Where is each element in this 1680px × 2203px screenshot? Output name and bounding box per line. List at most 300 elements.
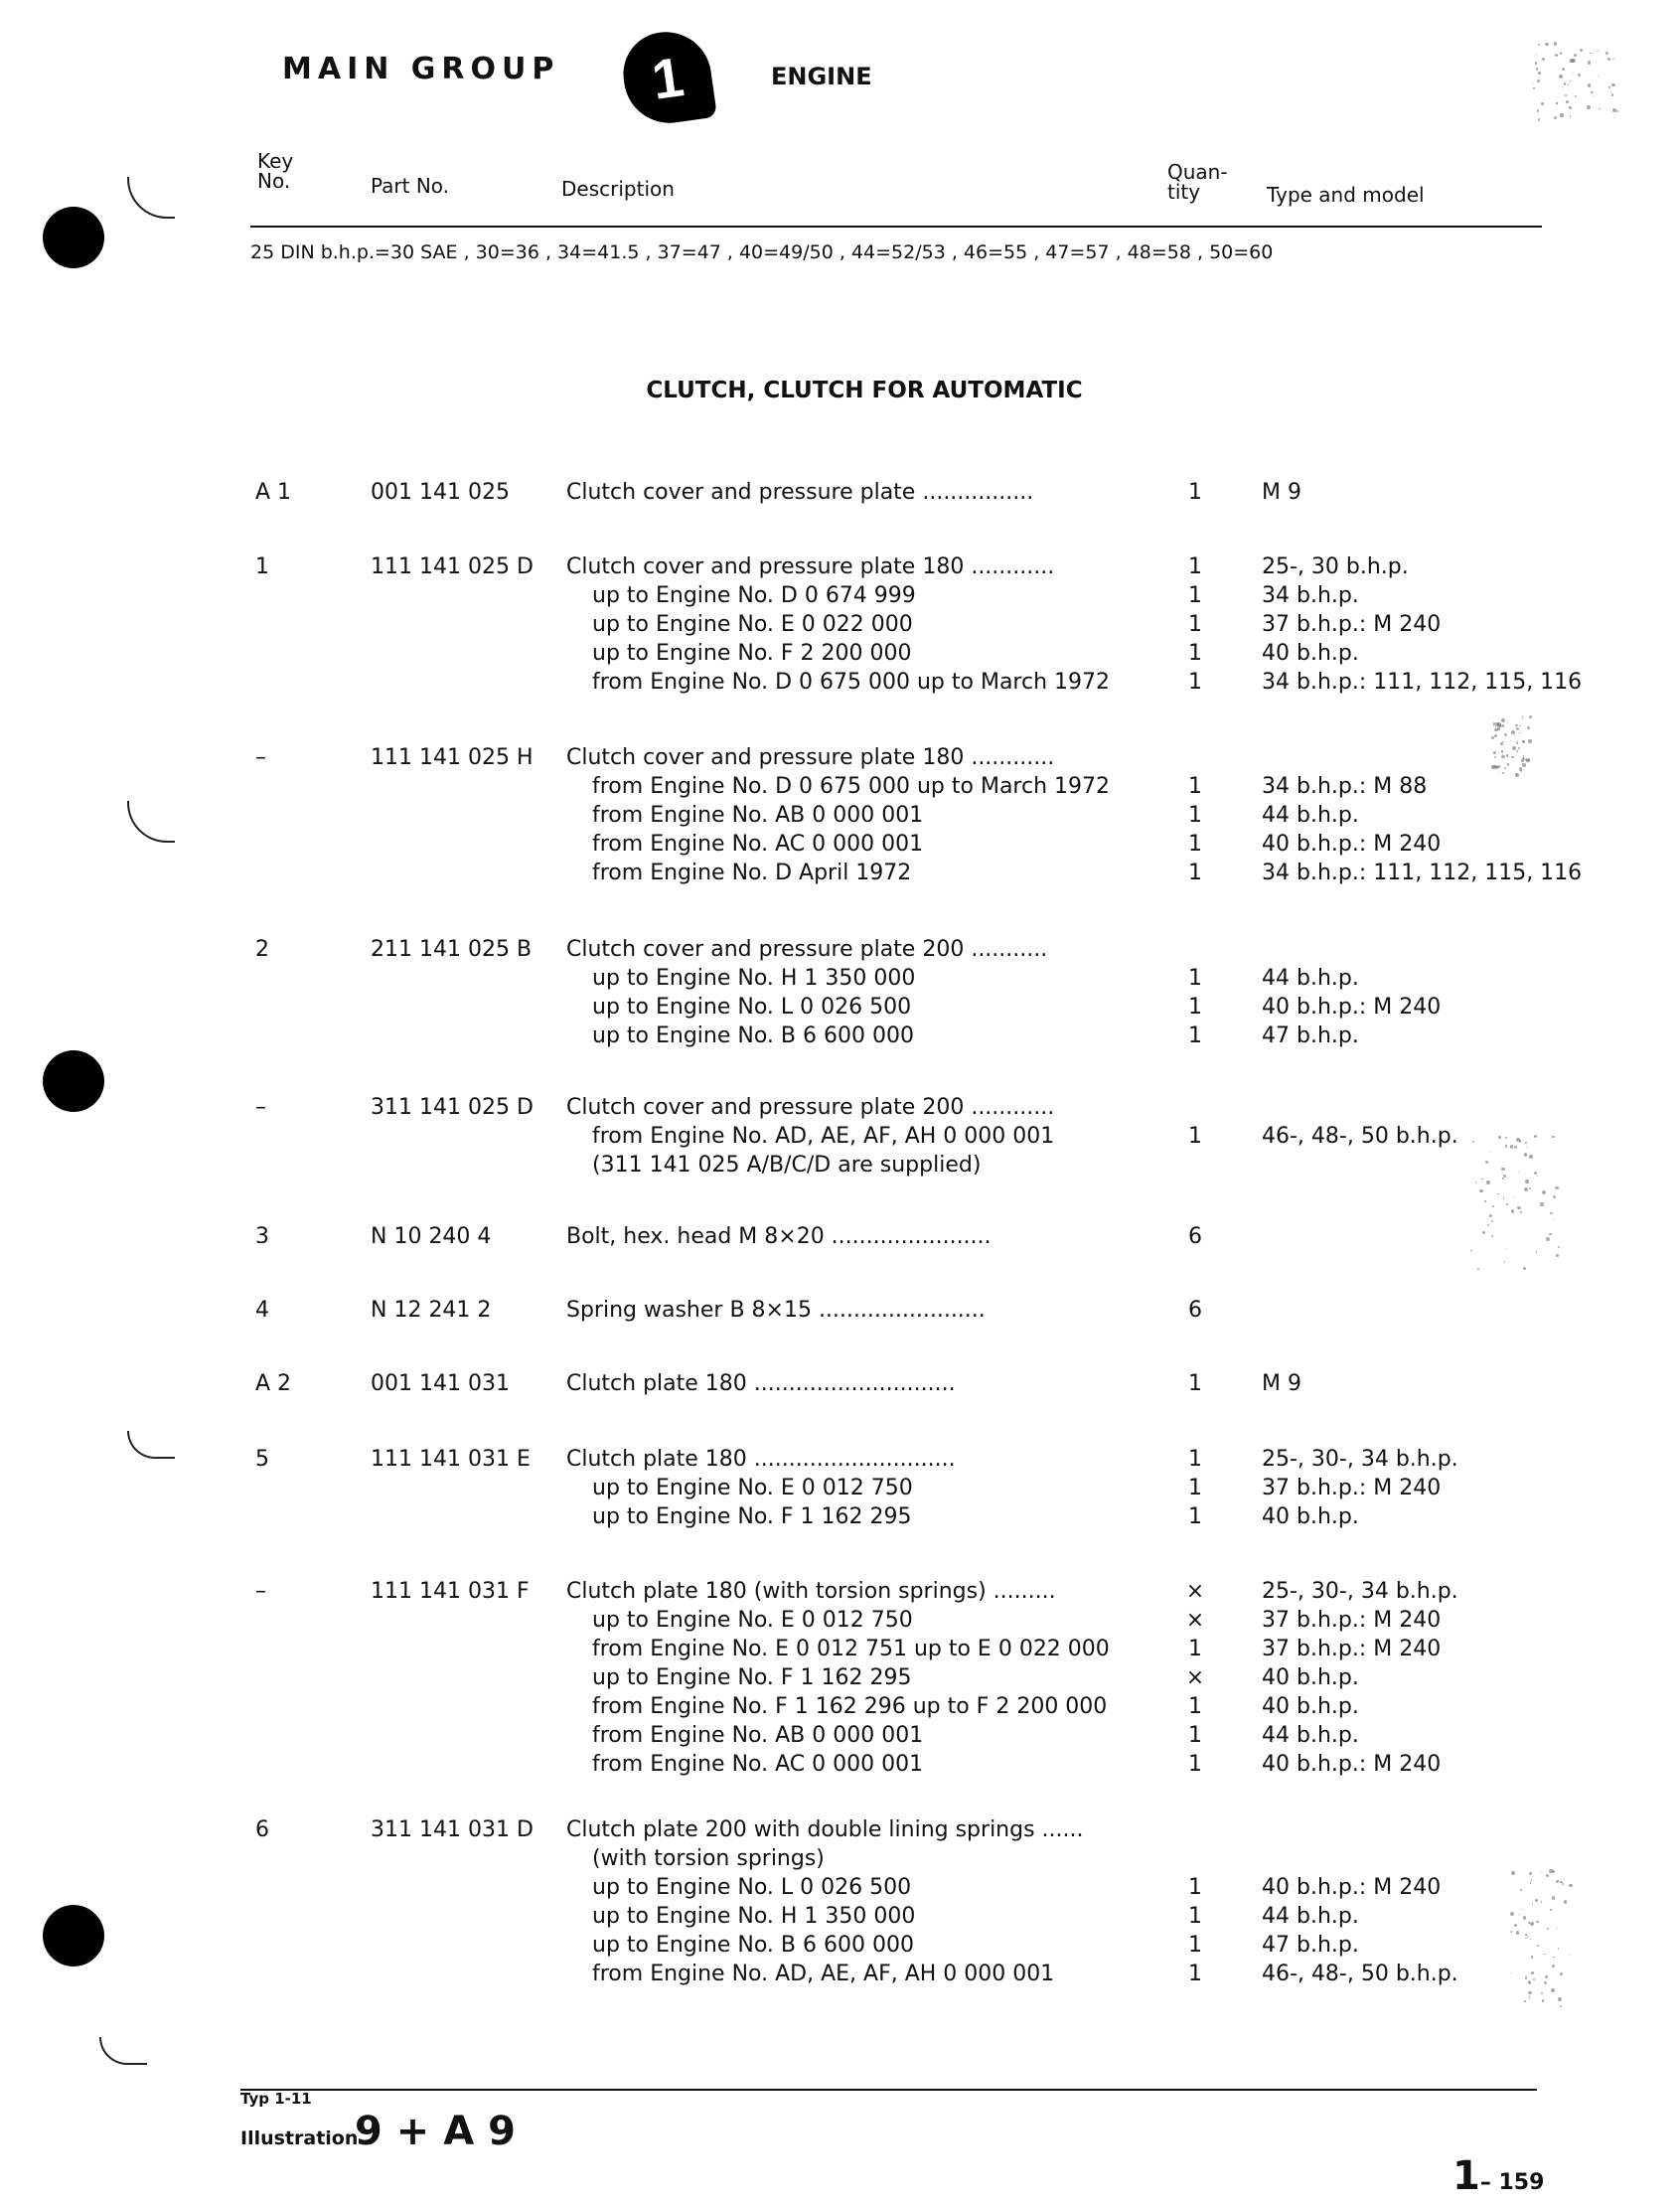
entry-sub-line	[0, 1608, 1680, 1637]
quantity: 1	[1188, 1447, 1202, 1472]
scan-speckle	[1507, 763, 1510, 766]
quantity: 1	[1188, 832, 1202, 857]
scan-speckle	[1477, 1268, 1479, 1270]
quantity: 1	[1188, 670, 1202, 695]
description: up to Engine No. E 0 012 750	[592, 1476, 913, 1500]
quantity: ×	[1185, 1665, 1205, 1690]
quantity: ×	[1185, 1608, 1205, 1633]
entry-main-line	[0, 1579, 1680, 1608]
entry-sub-line	[0, 1124, 1680, 1153]
scan-speckle	[1523, 1267, 1526, 1270]
scan-speckle	[1504, 1261, 1505, 1262]
scan-speckle	[1514, 735, 1515, 736]
scan-speckle	[1546, 1874, 1549, 1877]
entry-sub-line	[0, 966, 1680, 995]
scan-speckle	[1556, 1254, 1559, 1257]
key-no: 2	[255, 937, 269, 962]
scan-speckle	[1524, 2000, 1526, 2002]
quantity: 1	[1188, 861, 1202, 885]
scan-speckle	[1520, 1211, 1522, 1213]
scan-speckle	[1482, 1231, 1485, 1234]
description: Clutch cover and pressure plate 180 ............	[566, 554, 1055, 579]
scan-speckle	[1578, 74, 1582, 78]
part-no: 111 141 031 E	[371, 1447, 531, 1472]
part-no: N 12 241 2	[371, 1298, 492, 1323]
scan-speckle	[1550, 1212, 1552, 1214]
col-key-no-line2: No.	[257, 169, 291, 193]
entry-sub-line	[0, 1694, 1680, 1723]
type-and-model: 44 b.h.p.	[1262, 803, 1359, 828]
main-group-label: MAIN GROUP	[282, 52, 560, 86]
scan-speckle	[1570, 115, 1571, 116]
group-name: ENGINE	[771, 63, 872, 90]
entry-main-line	[0, 1371, 1680, 1400]
description: up to Engine No. L 0 026 500	[592, 1875, 912, 1900]
scan-speckle	[1504, 733, 1507, 736]
entry-sub-line	[0, 1723, 1680, 1752]
scan-speckle	[1506, 1203, 1508, 1205]
table-row	[0, 554, 1680, 699]
quantity: 1	[1188, 1504, 1202, 1529]
description: from Engine No. AC 0 000 001	[592, 1752, 924, 1777]
quantity: 1	[1188, 480, 1202, 505]
description: Bolt, hex. head M 8×20 .......................	[566, 1224, 992, 1249]
scan-speckle	[1558, 1997, 1562, 2001]
scan-speckle	[1493, 751, 1496, 754]
scan-speckle	[1555, 1186, 1559, 1190]
scan-speckle	[1491, 1235, 1493, 1237]
col-type-model: Type and model	[1267, 183, 1425, 207]
entry-main-line	[0, 1298, 1680, 1327]
type-and-model: 25-, 30-, 34 b.h.p.	[1262, 1447, 1458, 1472]
entry-sub-line	[0, 803, 1680, 832]
key-no: –	[255, 1095, 266, 1120]
scan-speckle	[1597, 51, 1599, 53]
type-and-model: M 9	[1262, 1371, 1301, 1396]
scan-speckle	[1537, 79, 1540, 82]
scan-speckle	[1529, 1155, 1533, 1159]
scan-speckle	[1568, 83, 1570, 85]
scan-speckle	[1489, 1214, 1492, 1217]
scan-speckle	[1524, 1187, 1528, 1191]
type-and-model: 40 b.h.p.	[1262, 641, 1359, 666]
description: Clutch plate 200 with double lining springs ......	[566, 1817, 1084, 1842]
scan-speckle	[1559, 75, 1563, 79]
scan-speckle	[1503, 1175, 1506, 1178]
type-and-model: 40 b.h.p.	[1262, 1694, 1359, 1719]
description: Clutch cover and pressure plate 200 ............	[566, 1095, 1055, 1120]
scan-speckle	[1501, 755, 1504, 758]
group-number: 1	[648, 45, 687, 111]
scan-speckle	[1484, 1200, 1486, 1202]
key-no: –	[255, 1579, 266, 1604]
scan-speckle	[1523, 1916, 1526, 1919]
quantity: 1	[1188, 612, 1202, 637]
entry-sub-line	[0, 1023, 1680, 1052]
type-and-model: 44 b.h.p.	[1262, 1723, 1359, 1748]
type-and-model: 37 b.h.p.: M 240	[1262, 1637, 1442, 1661]
description: (with torsion springs)	[592, 1846, 825, 1871]
scan-speckle	[1534, 1172, 1537, 1175]
scan-speckle	[1530, 1922, 1533, 1925]
key-no: 5	[255, 1447, 269, 1472]
table-row	[0, 1095, 1680, 1181]
power-equivalents: 25 DIN b.h.p.=30 SAE , 30=36 , 34=41.5 , 37=47 , 40=49/50 , 44=52/53 , 46=55 , 47=57 , 48=58 , 50=60	[250, 241, 1274, 263]
scan-speckle	[1491, 1220, 1493, 1222]
scan-speckle	[1598, 76, 1599, 77]
scan-speckle	[1547, 1928, 1549, 1930]
scan-speckle	[1501, 750, 1503, 752]
scan-speckle	[1605, 52, 1608, 55]
entry-main-line	[0, 745, 1680, 774]
entry-sub-line	[0, 1904, 1680, 1933]
scan-speckle	[1522, 716, 1523, 717]
scan-speckle	[1611, 93, 1613, 95]
scan-speckle	[1501, 1168, 1505, 1172]
scan-speckle	[1565, 94, 1567, 96]
scan-speckle	[1544, 1981, 1547, 1984]
scan-speckle	[1551, 1988, 1555, 1992]
scan-speckle	[1492, 1205, 1494, 1207]
scan-speckle	[1554, 116, 1557, 119]
scan-speckle	[1545, 40, 1546, 41]
part-no: 211 141 025 B	[371, 937, 533, 962]
entry-sub-line	[0, 641, 1680, 670]
entry-sub-line	[0, 1752, 1680, 1781]
scan-speckle	[1510, 1912, 1514, 1916]
scan-speckle	[1550, 1909, 1552, 1911]
quantity: 1	[1188, 1933, 1202, 1958]
scan-speckle	[1503, 1197, 1504, 1198]
quantity: 6	[1188, 1224, 1202, 1249]
scan-speckle	[1559, 69, 1560, 70]
quantity: 1	[1188, 966, 1202, 991]
quantity: 1	[1188, 1637, 1202, 1661]
description: Clutch plate 180 .............................	[566, 1371, 956, 1396]
entry-sub-line	[0, 1962, 1680, 1990]
scan-speckle	[1536, 1251, 1537, 1252]
scan-speckle	[1530, 1939, 1531, 1940]
type-and-model: 40 b.h.p.: M 240	[1262, 1752, 1442, 1777]
scan-speckle	[1553, 1219, 1554, 1220]
scan-speckle	[1542, 1999, 1545, 2002]
type-reference: Typ 1-11	[240, 2090, 312, 2108]
description: up to Engine No. E 0 012 750	[592, 1608, 913, 1633]
entry-main-line	[0, 1224, 1680, 1253]
scan-speckle	[1557, 102, 1559, 104]
scan-speckle	[1517, 1206, 1520, 1209]
scan-speckle	[1532, 1903, 1533, 1904]
description: Clutch cover and pressure plate 200 ...........	[566, 937, 1048, 962]
scan-speckle	[1562, 68, 1565, 71]
page-number-main: 1	[1452, 2153, 1480, 2199]
type-and-model: 40 b.h.p.: M 240	[1262, 1875, 1442, 1900]
table-row	[0, 745, 1680, 889]
scan-speckle	[1529, 1187, 1532, 1190]
scan-speckle	[1502, 1178, 1504, 1180]
description: Clutch plate 180 .............................	[566, 1447, 956, 1472]
type-and-model: 46-, 48-, 50 b.h.p.	[1262, 1962, 1458, 1986]
scan-speckle	[1527, 1936, 1529, 1938]
description: up to Engine No. F 1 162 295	[592, 1504, 912, 1529]
quantity: 1	[1188, 554, 1202, 579]
description: up to Engine No. H 1 350 000	[592, 1904, 916, 1929]
quantity: 1	[1188, 1694, 1202, 1719]
entry-sub-line	[0, 1476, 1680, 1504]
scan-speckle	[1522, 763, 1526, 767]
scan-speckle	[1616, 110, 1618, 112]
key-no: 4	[255, 1298, 269, 1323]
key-no: 1	[255, 554, 269, 579]
scan-speckle	[1536, 68, 1538, 70]
table-row	[0, 1447, 1680, 1533]
scan-speckle	[1511, 756, 1513, 758]
quantity: 1	[1188, 803, 1202, 828]
scan-speckle	[1599, 108, 1601, 110]
type-and-model: 47 b.h.p.	[1262, 1933, 1359, 1958]
part-no: 111 141 025 H	[371, 745, 534, 770]
scan-speckle	[1516, 727, 1519, 730]
quantity: 6	[1188, 1298, 1202, 1323]
quantity: 1	[1188, 1476, 1202, 1500]
scan-speckle	[1529, 715, 1532, 718]
scan-speckle	[1500, 742, 1503, 745]
scan-speckle	[1526, 1147, 1527, 1148]
table-row	[0, 1371, 1680, 1400]
type-and-model: 37 b.h.p.: M 240	[1262, 1476, 1442, 1500]
scan-speckle	[1564, 82, 1566, 84]
part-no: 001 141 025	[371, 480, 510, 505]
scan-speckle	[1570, 61, 1572, 63]
description: up to Engine No. E 0 022 000	[592, 612, 913, 637]
type-and-model: 47 b.h.p.	[1262, 1023, 1359, 1048]
part-no: 311 141 025 D	[371, 1095, 534, 1120]
quantity: 1	[1188, 1962, 1202, 1986]
type-and-model: 44 b.h.p.	[1262, 1904, 1359, 1929]
type-and-model: M 9	[1262, 480, 1301, 505]
page-number	[1452, 2153, 1545, 2203]
scan-speckle	[1588, 61, 1591, 64]
description: up to Engine No. H 1 350 000	[592, 966, 916, 991]
scan-speckle	[1525, 759, 1527, 761]
scan-speckle	[1569, 106, 1571, 108]
quantity: 1	[1188, 1752, 1202, 1777]
table-row	[0, 1817, 1680, 1990]
header-rule	[250, 226, 1542, 228]
scan-speckle	[1528, 739, 1532, 743]
description: up to Engine No. F 1 162 295	[592, 1665, 912, 1690]
entry-sub-line	[0, 774, 1680, 803]
description: up to Engine No. B 6 600 000	[592, 1023, 914, 1048]
col-quantity-line1: Quan-	[1167, 160, 1228, 184]
scan-speckle	[1516, 741, 1519, 744]
description: from Engine No. D 0 675 000 up to March 1972	[592, 774, 1111, 799]
description: from Engine No. D 0 675 000 up to March 1972	[592, 670, 1111, 695]
description: from Engine No. AD, AE, AF, AH 0 000 001	[592, 1124, 1055, 1149]
scan-speckle	[1556, 1880, 1559, 1883]
type-and-model: 34 b.h.p.	[1262, 583, 1359, 608]
entry-main-line	[0, 480, 1680, 509]
scan-speckle	[1514, 1196, 1515, 1197]
description: from Engine No. AC 0 000 001	[592, 832, 924, 857]
table-row	[0, 480, 1680, 509]
entry-sub-line	[0, 612, 1680, 641]
entry-sub-line	[0, 995, 1680, 1023]
scan-speckle	[1607, 58, 1610, 61]
scan-speckle	[1479, 1189, 1483, 1193]
scan-speckle	[1502, 724, 1505, 727]
entry-main-line	[0, 554, 1680, 583]
scan-speckle	[1555, 54, 1558, 57]
scan-speckle	[1590, 53, 1592, 55]
scan-speckle	[1552, 1896, 1555, 1899]
entry-sub-line	[0, 1665, 1680, 1694]
scan-speckle	[1510, 1145, 1514, 1149]
quantity: 1	[1188, 1723, 1202, 1748]
scan-speckle	[1588, 83, 1591, 86]
scan-speckle	[1537, 109, 1539, 111]
description: from Engine No. AB 0 000 001	[592, 1723, 924, 1748]
scan-speckle	[1527, 726, 1530, 729]
scan-speckle	[1570, 80, 1572, 82]
quantity: 1	[1188, 1124, 1202, 1149]
scan-speckle	[1608, 86, 1610, 88]
scan-speckle	[1529, 1996, 1531, 1998]
scan-speckle	[1475, 1181, 1477, 1183]
quantity: 1	[1188, 1904, 1202, 1929]
scan-speckle	[1560, 113, 1563, 116]
table-row	[0, 1298, 1680, 1327]
entry-sub-line	[0, 670, 1680, 699]
col-key-no	[257, 151, 293, 191]
entry-sub-line	[0, 1846, 1680, 1875]
scan-speckle	[1511, 1972, 1512, 1973]
quantity: ×	[1185, 1579, 1205, 1604]
type-and-model: 40 b.h.p.	[1262, 1504, 1359, 1529]
scan-speckle	[1495, 726, 1496, 727]
scan-speckle	[1560, 2005, 1562, 2007]
type-and-model: 34 b.h.p.: M 88	[1262, 774, 1428, 799]
scan-speckle	[1562, 86, 1563, 87]
scan-speckle	[1572, 59, 1576, 63]
scan-speckle	[1536, 55, 1537, 56]
scan-speckle	[1510, 740, 1512, 742]
scan-speckle	[1532, 82, 1533, 83]
scan-speckle	[1519, 725, 1520, 726]
description: from Engine No. AB 0 000 001	[592, 803, 924, 828]
type-and-model: 40 b.h.p.: M 240	[1262, 832, 1442, 857]
type-and-model: 25-, 30 b.h.p.	[1262, 554, 1409, 579]
description: Clutch plate 180 (with torsion springs) .........	[566, 1579, 1056, 1604]
section-title: CLUTCH, CLUTCH FOR AUTOMATIC	[646, 378, 1083, 403]
description: Clutch cover and pressure plate 180 ............	[566, 745, 1055, 770]
scan-speckle	[1491, 765, 1495, 769]
scan-speckle	[1519, 732, 1520, 733]
scan-speckle	[1487, 1224, 1489, 1226]
description: Spring washer B 8×15 ........................	[566, 1298, 986, 1323]
col-quantity-line2: tity	[1167, 180, 1201, 204]
scan-speckle	[1573, 73, 1574, 74]
quantity: 1	[1188, 641, 1202, 666]
binder-ring-mark	[127, 177, 175, 219]
scan-speckle	[1553, 1195, 1556, 1198]
binder-ring-mark	[99, 2037, 147, 2065]
scan-speckle	[1534, 1135, 1537, 1138]
part-no: 311 141 031 D	[371, 1817, 534, 1842]
scan-speckle	[1523, 740, 1525, 742]
scan-speckle	[1530, 1882, 1531, 1883]
scan-speckle	[1575, 95, 1577, 97]
page-number-sub: – 159	[1479, 2170, 1545, 2195]
scan-speckle	[1591, 91, 1593, 93]
scan-speckle	[1554, 42, 1558, 46]
quantity: 1	[1188, 995, 1202, 1020]
entry-sub-line	[0, 1875, 1680, 1904]
entry-sub-line	[0, 832, 1680, 861]
scan-speckle	[1505, 1137, 1507, 1139]
scan-speckle	[1506, 754, 1508, 756]
description: from Engine No. E 0 012 751 up to E 0 022 000	[592, 1637, 1110, 1661]
type-and-model: 34 b.h.p.: 111, 112, 115, 116	[1262, 861, 1583, 885]
part-no: N 10 240 4	[371, 1224, 492, 1249]
scan-speckle	[1587, 105, 1591, 109]
col-key-no-line1: Key	[257, 149, 294, 173]
description: (311 141 025 A/B/C/D are supplied)	[592, 1153, 982, 1178]
entry-sub-line	[0, 1933, 1680, 1962]
col-description: Description	[561, 177, 675, 201]
scan-speckle	[1538, 118, 1540, 120]
entry-main-line	[0, 1447, 1680, 1476]
entry-sub-line	[0, 1153, 1680, 1181]
description: up to Engine No. F 2 200 000	[592, 641, 912, 666]
scan-speckle	[1538, 72, 1541, 75]
entry-main-line	[0, 1095, 1680, 1124]
scan-speckle	[1566, 100, 1569, 103]
key-no: 6	[255, 1817, 269, 1842]
group-number-badge	[618, 26, 717, 128]
binder-hole	[43, 207, 104, 268]
scan-speckle	[1614, 117, 1615, 118]
scan-speckle	[1511, 1209, 1514, 1212]
key-no: A 2	[255, 1371, 292, 1396]
type-and-model: 34 b.h.p.: 111, 112, 115, 116	[1262, 670, 1583, 695]
quantity: 1	[1188, 1023, 1202, 1048]
description: from Engine No. AD, AE, AF, AH 0 000 001	[592, 1962, 1055, 1986]
scan-speckle	[1545, 43, 1548, 46]
illustration-label: Illustration	[240, 2127, 359, 2149]
scan-speckle	[1535, 62, 1537, 64]
entry-main-line	[0, 937, 1680, 966]
scan-speckle	[1560, 52, 1563, 55]
description: Clutch cover and pressure plate ................	[566, 480, 1034, 505]
entry-sub-line	[0, 861, 1680, 889]
key-no: 3	[255, 1224, 269, 1249]
entry-sub-line	[0, 583, 1680, 612]
description: up to Engine No. B 6 600 000	[592, 1933, 914, 1958]
scan-speckle	[1580, 49, 1582, 51]
scan-speckle	[1494, 734, 1497, 737]
footer-rule	[240, 2089, 1537, 2091]
col-part-no: Part No.	[371, 174, 450, 198]
scan-speckle	[1499, 772, 1500, 773]
quantity: 1	[1188, 583, 1202, 608]
type-and-model: 25-, 30-, 34 b.h.p.	[1262, 1579, 1458, 1604]
scan-speckle	[1611, 83, 1614, 86]
description: up to Engine No. L 0 026 500	[592, 995, 912, 1020]
quantity: 1	[1188, 1371, 1202, 1396]
type-and-model: 46-, 48-, 50 b.h.p.	[1262, 1124, 1458, 1149]
scan-speckle	[1497, 726, 1501, 730]
